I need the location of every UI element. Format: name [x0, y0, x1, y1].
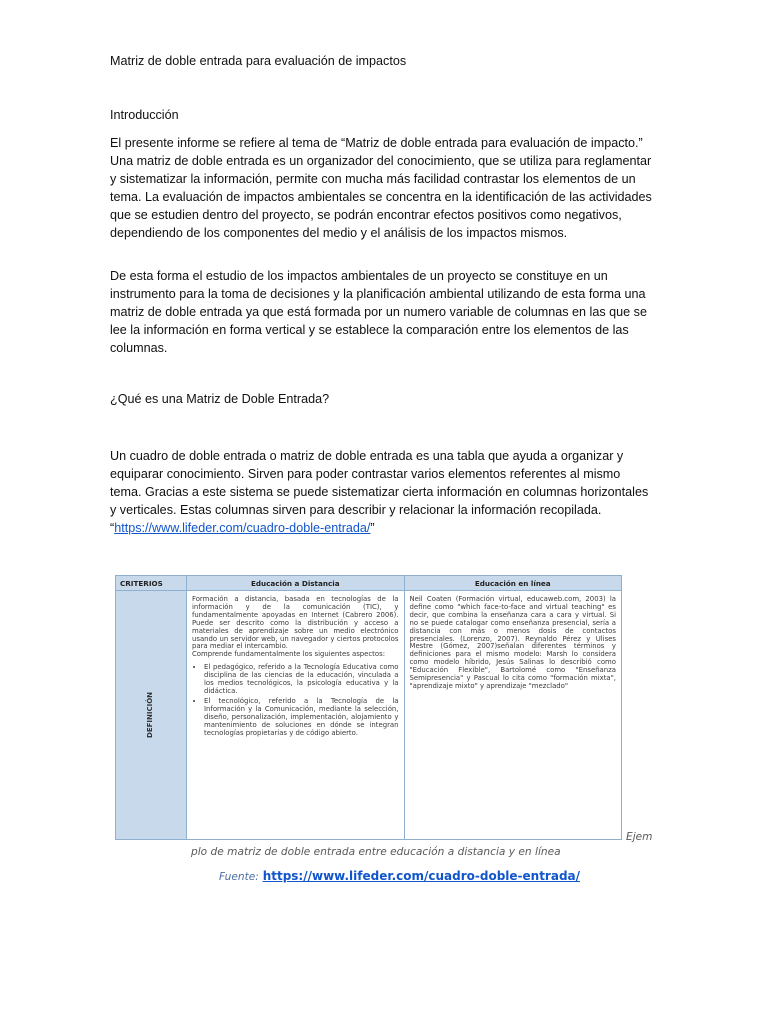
distance-bullet-list — [192, 664, 399, 737]
online-text: Neil Coaten (Formación virtual, educaweb.com, 2003) la define como "which face-to-face and virtual teaching" es decir, que combina la enseñanza cara a cara y virtual. Si no se puede catalogar como enseñanza presencial, sería a distancia con más o menos dosis de contactos presenciales. (Lorenzo, 2007). Reynaldo Pérez y Ulises Mestre (Gómez, 2007)señalan diferentes términos y definiciones para el mismo modelo: Marsh lo considera como modelo híbrido, Jesús Salinas lo describió como "Educación Flexible", Bartolomé como "Enseñanza Semipresencia" y Pascual lo cita como "formación mixta", "aprendizaje mixto" y aprendizaje "mezclado" — [409, 595, 616, 690]
cell-distance-definition — [187, 591, 405, 840]
definition-paragraph — [110, 447, 655, 537]
row-label-definition — [116, 591, 187, 840]
row-label-text: DEFINICIÓN — [146, 692, 155, 738]
source-line — [219, 869, 580, 883]
source-label: Fuente: — [219, 871, 259, 883]
lifeder-link[interactable]: https://www.lifeder.com/cuadro-doble-entrada/ — [114, 521, 371, 535]
header-online-education: Educación en línea — [404, 576, 622, 591]
quote-open: “ — [110, 521, 115, 535]
distance-bullet-pedagogic: • El pedagógico, referido a la Tecnología Educativa como disciplina de las ciencias de la educación, vinculada a los medios tecnológicos, la psicología educativa y la didáctica. — [204, 664, 399, 696]
intro-paragraph-2: De esta forma el estudio de los impactos ambientales de un proyecto se constituye en un instrumento para la toma de decisiones y la planificación ambiental utilizando de esta forma una matriz de doble entrada ya que está formada por un numero variable de columnas en las que se lee la información en forma vertical y se establece la comparación entre los elementos de las columnas. — [110, 269, 647, 355]
intro-heading: Introducción — [110, 108, 179, 122]
figure-caption-end: plo de matriz de doble entrada entre educación a distancia y en línea — [191, 846, 561, 858]
document-title: Matriz de doble entrada para evaluación de impactos — [110, 54, 407, 68]
comparison-matrix-table — [115, 575, 622, 840]
figure-caption-start: Ejem — [626, 831, 653, 843]
distance-text: Formación a distancia, basada en tecnologías de la información y de la comunicación (TIC), y fundamentalmente apoyadas en Internet (Cabrero 2006). Puede ser descrito como la distribución y acceso a materiales de aprendizaje sobre un medio electrónico usando un servidor web, un navegador y ciertos protocolos para mediar el intercambio. — [192, 595, 399, 651]
distance-text-aspects: Comprende fundamentalmente los siguientes aspectos: — [192, 650, 386, 659]
header-distance-education: Educación a Distancia — [187, 576, 405, 591]
cell-online-definition — [404, 591, 622, 840]
quote-close: ” — [370, 521, 375, 535]
comparison-matrix-image — [115, 575, 622, 840]
question-heading: ¿Qué es una Matriz de Doble Entrada? — [110, 392, 330, 406]
source-link[interactable]: https://www.lifeder.com/cuadro-doble-entrada/ — [262, 869, 581, 883]
intro-paragraph-1: El presente informe se refiere al tema de “Matriz de doble entrada para evaluación de impacto.” Una matriz de doble entrada es un organizador del conocimiento, que se utiliza para reglamentar y sistematizar la información, permite con mucha más facilidad contrastar los elementos de un tema. La evaluación de impactos ambientales se concentra en la identificación de las actividades que se estudien dentro del proyecto, se podrán encontrar efectos positivos como negativos, dependiendo de los componentes del medio y el análisis de los impactos mismos. — [110, 136, 652, 240]
header-criteria: CRITERIOS — [116, 576, 187, 591]
distance-bullet-technologic: • El tecnológico, referido a la Tecnología de la Información y la Comunicación, mediante la selección, diseño, personalización, implementación, alojamiento y mantenimiento de soluciones en dónde se integran tecnologías propietarias y de código abierto. — [204, 698, 399, 738]
definition-paragraph-text: Un cuadro de doble entrada o matriz de doble entrada es una tabla que ayuda a organizar y equiparar conocimiento. Sirven para poder contrastar varios elementos referentes al mismo tema. Gracias a este sistema se puede sistematizar cierta información en columnas horizontales y verticales. Estas columnas sirven para describir y relacionar la información recopilada. — [110, 449, 649, 517]
